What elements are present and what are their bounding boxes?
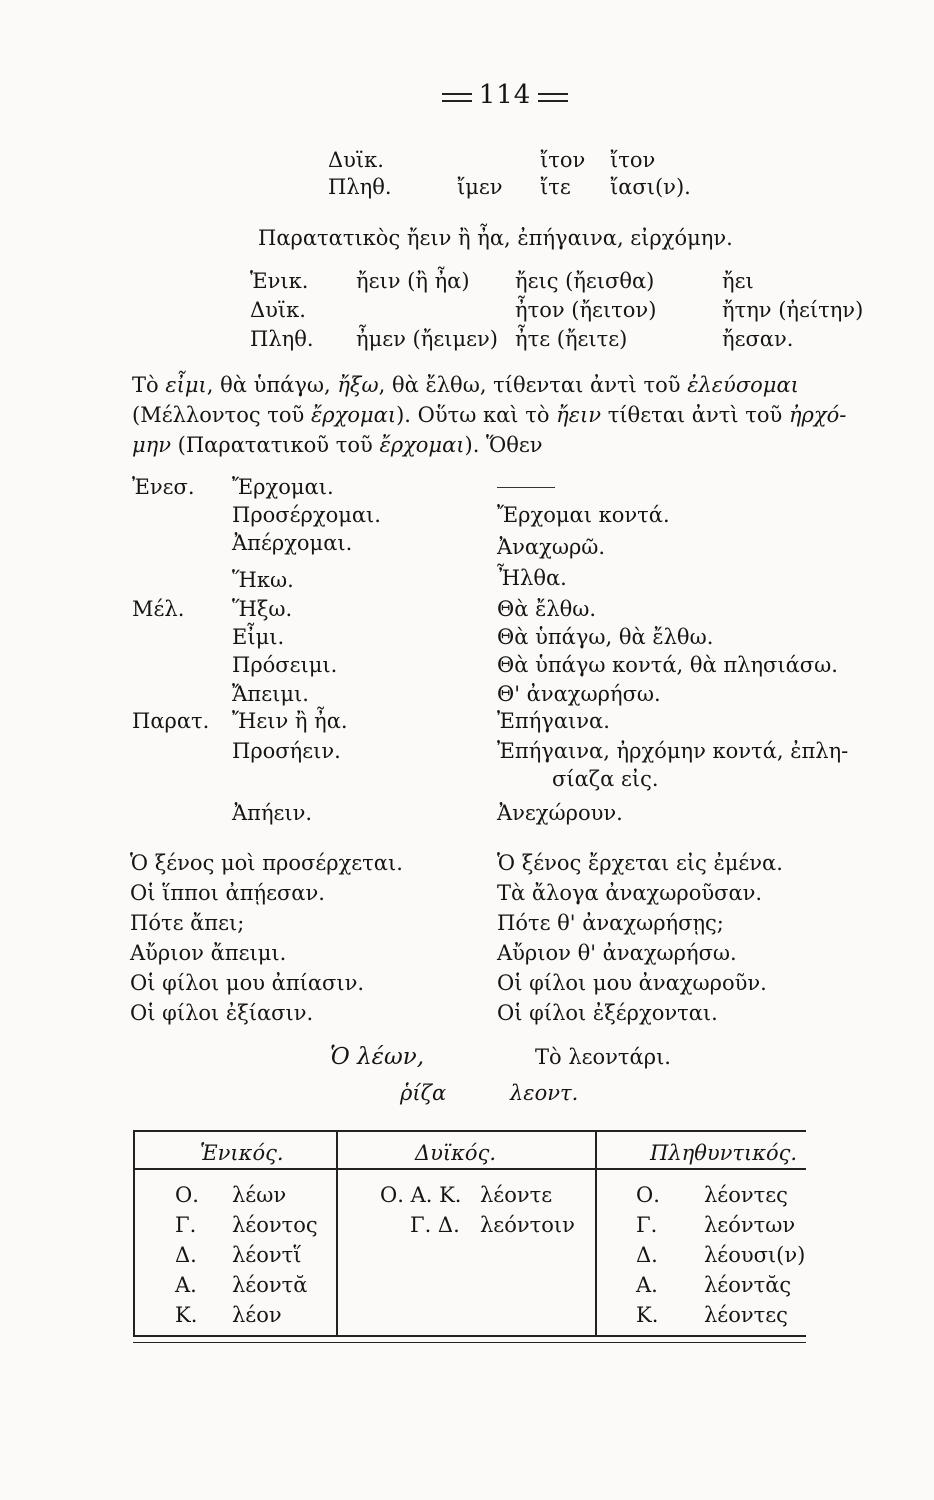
sentence-left-3: Πότε ἄπει;: [130, 911, 245, 935]
tense-imperfect: Παρατ.: [132, 709, 210, 733]
imperfect-sing-3: ἤει: [722, 269, 754, 293]
para-text: , θὰ ἔλθω, τίθενται ἀντὶ τοῦ: [378, 373, 688, 397]
decl-plur-case-3: Δ.: [636, 1243, 658, 1267]
decl-sing-case-1: Ο.: [175, 1183, 199, 1207]
para-italic: ἔρχομαι: [311, 403, 397, 427]
imperfect-dual-3: ἤτην (ἠείτην): [722, 298, 864, 322]
sentence-right-1: Ὁ ξένος ἔρχεται εἰς ἐμένα.: [497, 851, 783, 875]
imperfect-label-sing: Ἑνικ.: [250, 269, 309, 293]
para-text: ). Ὅθεν: [464, 433, 543, 457]
decl-head-plural: Πληθυντικός.: [650, 1141, 798, 1165]
verb-left-7: Πρόσειμι.: [232, 653, 338, 677]
tense-present: Ἐνεσ.: [132, 475, 195, 499]
ornament-right: [538, 93, 568, 102]
verb-right-6: Θὰ ὑπάγω κοντά, θὰ πλησιάσω.: [497, 653, 838, 677]
verb-right-5: Θὰ ὑπάγω, θὰ ἔλθω.: [497, 625, 714, 649]
sentence-left-5: Οἱ φίλοι μου ἀπίασιν.: [130, 971, 365, 995]
sentence-left-4: Αὔριον ἄπειμι.: [130, 941, 287, 965]
verb-right-1: Ἔρχομαι κοντά.: [497, 503, 670, 527]
verb-left-10: Προσήειν.: [232, 739, 341, 763]
noun-word: Ὁ λέων,: [330, 1044, 425, 1070]
verb-right-9: Ἐπήγαινα, ἠρχόμην κοντά, ἐπλη-: [497, 739, 849, 763]
para-italic: μην: [132, 433, 171, 457]
sentence-right-4: Αὔριον θ' ἀναχωρήσω.: [497, 941, 737, 965]
plural-form-1: ἴμεν: [457, 175, 503, 199]
decl-head-dual: Δυϊκός.: [415, 1141, 497, 1165]
plural-form-2: ἴτε: [540, 175, 571, 199]
verb-left-6: Εἶμι.: [232, 625, 285, 649]
paragraph-line-1: [132, 372, 872, 398]
root-label: ῥίζα: [400, 1081, 447, 1105]
decl-sing-form-4: λέοντᾰ: [232, 1273, 308, 1297]
decl-plur-case-5: Κ.: [636, 1303, 659, 1327]
para-italic: ἠρχό-: [788, 403, 847, 427]
verb-right-8: Ἐπήγαινα.: [497, 709, 610, 733]
imperfect-dual-2: ἦτον (ἤειτον): [515, 298, 657, 322]
decl-sing-case-4: Α.: [175, 1273, 197, 1297]
verb-left-5: Ἥξω.: [232, 597, 293, 621]
imperfect-sing-1: ἤειν (ἢ ἦα): [356, 269, 470, 293]
decl-plur-case-2: Γ.: [636, 1213, 658, 1237]
verb-right-2: Ἀναχωρῶ.: [497, 535, 606, 559]
decl-sing-case-3: Δ.: [175, 1243, 197, 1267]
decl-sing-case-5: Κ.: [175, 1303, 198, 1327]
plural-form-3: ἴασι(ν).: [610, 175, 691, 199]
paragraph-line-2: [132, 402, 872, 428]
root-form: λεοντ.: [510, 1081, 579, 1105]
para-text: ). Οὕτω καὶ τὸ: [396, 403, 557, 427]
imperfect-label-dual: Δυϊκ.: [250, 298, 306, 322]
dual-form-2: ἴτον: [610, 148, 656, 172]
decl-sing-form-1: λέων: [232, 1183, 287, 1207]
decl-vrule-left: [133, 1130, 135, 1335]
imperfect-heading: Παρατατικὸς ἤειν ἢ ἦα, ἐπήγαινα, εἰρχόμην.: [258, 226, 733, 250]
decl-sing-form-5: λέον: [232, 1303, 282, 1327]
decl-plur-case-1: Ο.: [636, 1183, 660, 1207]
verb-right-10: σίαζα εἰς.: [552, 767, 659, 791]
decl-bottom-rule: [133, 1335, 806, 1343]
short-rule: [497, 487, 555, 488]
sentence-right-2: Τὰ ἄλογα ἀναχωροῦσαν.: [497, 881, 763, 905]
imperfect-plur-3: ἤεσαν.: [722, 327, 794, 351]
para-text: (Παρατατικοῦ τοῦ: [171, 433, 380, 457]
decl-dual-case-2: Γ. Δ.: [410, 1213, 460, 1237]
decl-plur-form-3: λέουσι(ν): [704, 1243, 806, 1267]
para-text: Τὸ: [132, 373, 166, 397]
sentence-left-2: Οἱ ἵπποι ἀπῄεσαν.: [130, 881, 325, 905]
verb-left-3: Ἀπέρχομαι.: [232, 531, 353, 555]
decl-plur-form-1: λέοντες: [704, 1183, 788, 1207]
plural-label: Πληθ.: [328, 175, 392, 199]
decl-plur-case-4: Α.: [636, 1273, 658, 1297]
para-italic: ἤξω: [337, 373, 379, 397]
para-text: (Μέλλοντος τοῦ: [132, 403, 312, 427]
decl-dual-case-1: Ο. Α. Κ.: [380, 1183, 462, 1207]
decl-header-rule: [133, 1168, 806, 1170]
verb-left-11: Ἀπήειν.: [232, 801, 313, 825]
decl-vrule-1: [336, 1130, 338, 1335]
para-italic: εἶμι: [165, 373, 207, 397]
paragraph-line-3: [132, 432, 872, 458]
sentence-right-3: Πότε θ' ἀναχωρήσῃς;: [497, 911, 724, 935]
decl-top-rule: [133, 1130, 806, 1132]
verb-right-3: Ἦλθα.: [497, 566, 567, 590]
noun-gloss: Τὸ λεοντάρι.: [535, 1045, 671, 1069]
decl-plur-form-5: λέοντες: [704, 1303, 788, 1327]
verb-right-7: Θ' ἀναχωρήσω.: [497, 682, 661, 706]
verb-left-9: Ἤειν ἢ ἦα.: [232, 709, 348, 733]
verb-left-8: Ἄπειμι.: [232, 682, 309, 706]
verb-left-2: Προσέρχομαι.: [232, 503, 381, 527]
decl-sing-form-3: λέοντἵ: [232, 1243, 302, 1267]
decl-plur-form-4: λέοντᾰς: [704, 1273, 792, 1297]
decl-dual-form-1: λέοντε: [480, 1183, 553, 1207]
imperfect-plur-2: ἦτε (ἤειτε): [515, 327, 628, 351]
imperfect-sing-2: ἤεις (ἤεισθα): [515, 269, 655, 293]
sentence-right-6: Οἱ φίλοι ἐξέρχονται.: [497, 1001, 718, 1025]
tense-future: Μέλ.: [132, 597, 185, 621]
sentence-right-5: Οἱ φίλοι μου ἀναχωροῦν.: [497, 971, 767, 995]
sentence-left-1: Ὁ ξένος μοὶ προσέρχεται.: [130, 851, 403, 875]
decl-vrule-2: [595, 1130, 597, 1335]
dual-form-1: ἴτον: [540, 148, 586, 172]
verb-right-4: Θὰ ἔλθω.: [497, 597, 597, 621]
sentence-left-6: Οἱ φίλοι ἐξίασιν.: [130, 1001, 314, 1025]
decl-sing-case-2: Γ.: [175, 1213, 197, 1237]
para-italic: ἐλεύσομαι: [687, 373, 799, 397]
imperfect-plur-1: ἦμεν (ἤειμεν): [356, 327, 498, 351]
verb-left-1: Ἔρχομαι.: [232, 475, 334, 499]
decl-sing-form-2: λέοντος: [232, 1213, 318, 1237]
page-number-line: [442, 82, 568, 109]
para-italic: ἔρχομαι: [379, 433, 465, 457]
verb-left-4: Ἥκω.: [232, 568, 294, 592]
imperfect-label-plur: Πληθ.: [250, 327, 314, 351]
dual-label: Δυϊκ.: [328, 148, 384, 172]
para-text: τίθεται ἀντὶ τοῦ: [601, 403, 789, 427]
decl-dual-form-2: λεόντοιν: [480, 1213, 575, 1237]
ornament-left: [442, 93, 472, 102]
decl-head-singular: Ἑνικός.: [200, 1141, 284, 1165]
para-text: , θὰ ὑπάγω,: [206, 373, 338, 397]
decl-plur-form-2: λεόντων: [704, 1213, 796, 1237]
page-number: 114: [478, 80, 532, 110]
verb-right-11: Ἀνεχώρουν.: [497, 801, 623, 825]
para-italic: ἤειν: [556, 403, 602, 427]
